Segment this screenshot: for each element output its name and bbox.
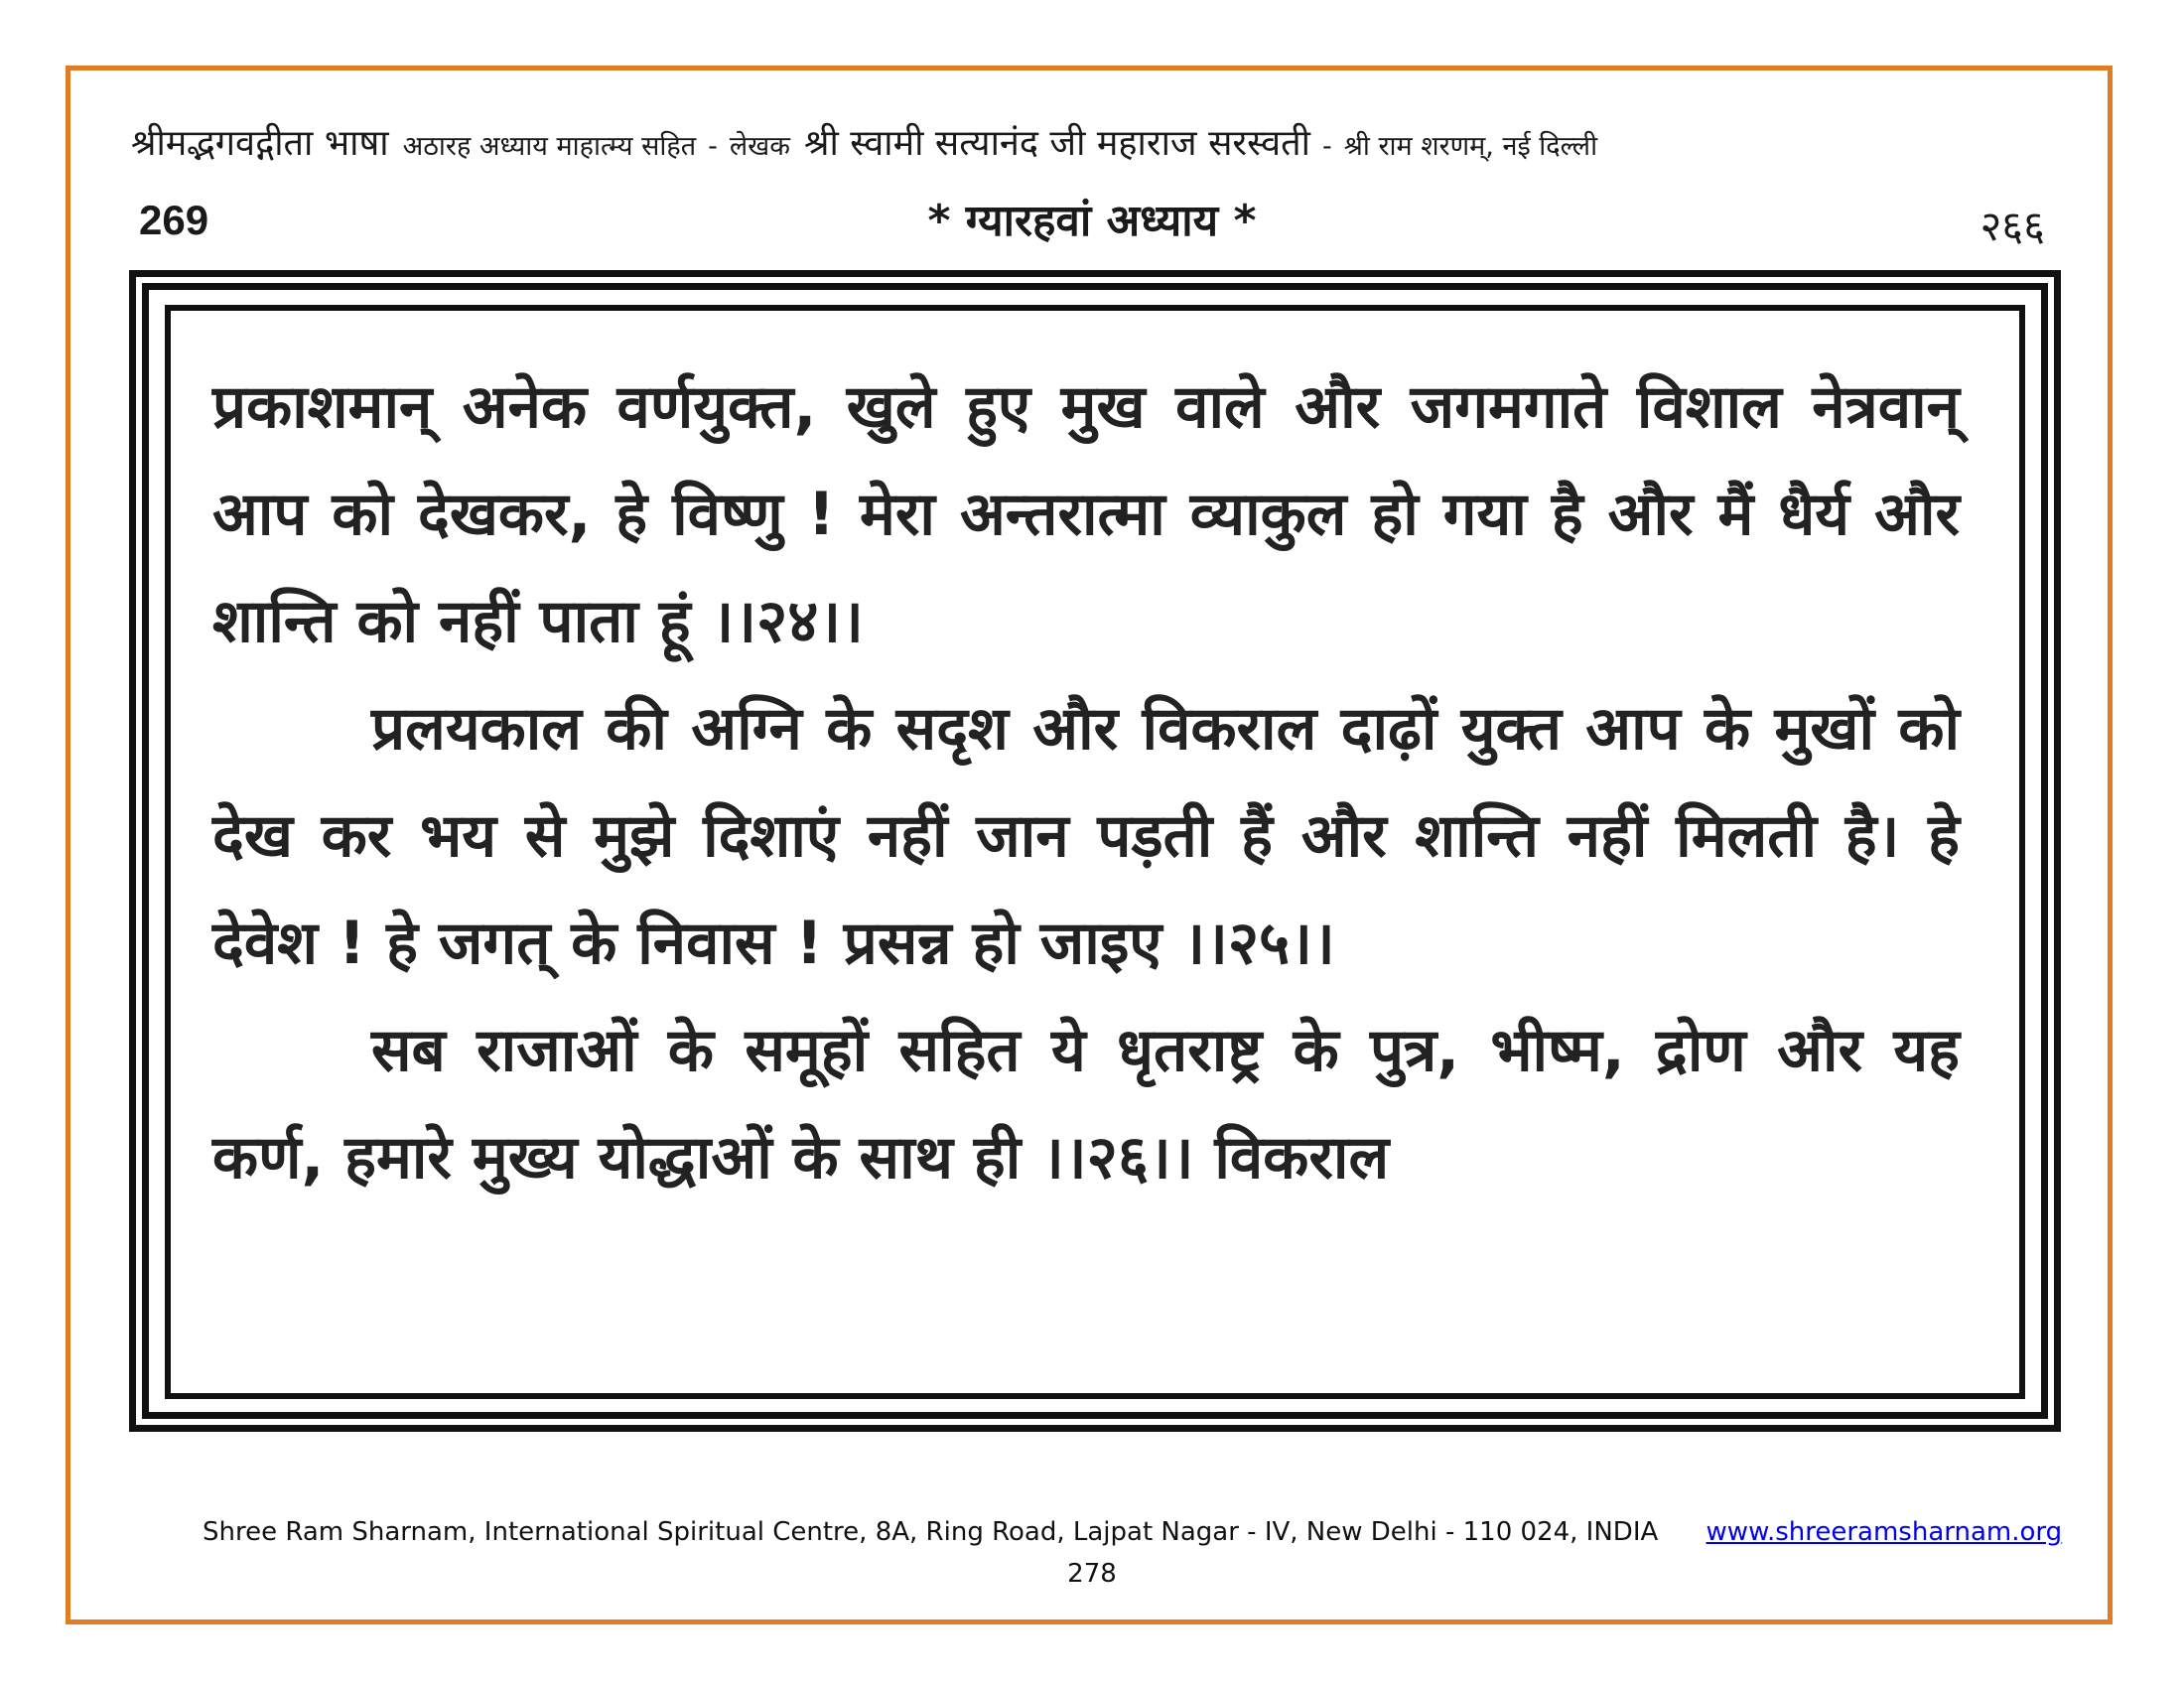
book-title: श्रीमद्भगवद्गीता भाषा: [131, 123, 389, 164]
author-label: लेखक: [729, 131, 791, 162]
book-subtitle: अठारह अध्याय माहात्म्य सहित: [402, 131, 697, 162]
header-separator-2: -: [1322, 131, 1332, 162]
footer-line: [203, 1517, 2062, 1547]
header-line: [131, 117, 2067, 177]
verse-25: प्रलयकाल की अग्नि के सदृश और विकराल दाढ़ों युक्त आप के मुखों को देख कर भय से मुझे दिशाएं नहीं जान पड़ती हैं और शान्ति नहीं मिलती है। हे देवेश ! हे जगत् के निवास ! प्रसन्न हो जाइए ।।२५।।: [212, 694, 1960, 978]
footer-address: Shree Ram Sharnam, International Spiritual Centre, 8A, Ring Road, Lajpat Nagar - IV, New Delhi - 110 024, INDIA: [203, 1517, 1659, 1547]
verse-text-block: [212, 353, 1960, 1211]
header-separator: -: [708, 131, 718, 162]
chapter-title: * ग्यारहवां अध्याय *: [927, 196, 1257, 246]
website-link[interactable]: www.shreeramsharnam.org: [1706, 1517, 2063, 1547]
author-name: श्री स्वामी सत्यानंद जी महाराज सरस्वती: [804, 123, 1311, 164]
footer-page-number: 278: [1067, 1559, 1117, 1589]
publisher-name: श्री राम शरणम्, नई दिल्ली: [1343, 131, 1598, 162]
verse-26: सब राजाओं के समूहों सहित ये धृतराष्ट्र के पुत्र, भीष्म, द्रोण और यह कर्ण, हमारे मुख्य योद्धाओं के साथ ही ।।२६।। विकराल: [212, 1016, 1960, 1193]
page-number-left: 269: [139, 197, 209, 243]
verse-24: प्रकाशमान् अनेक वर्णयुक्त, खुले हुए मुख वाले और जगमगाते विशाल नेत्रवान् आप को देखकर, हे विष्णु ! मेरा अन्तरात्मा व्याकुल हो गया है और मैं धैर्य और शान्ति को नहीं पाता हूं ।।२४।।: [212, 372, 1960, 656]
page-number-right: २६६: [1979, 202, 2045, 250]
